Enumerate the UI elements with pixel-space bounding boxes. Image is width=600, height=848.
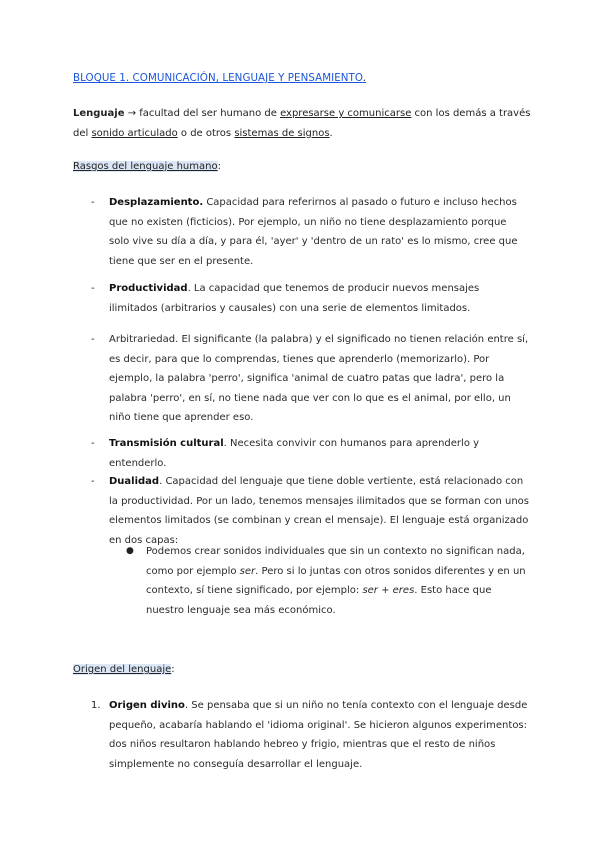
list-item-arbitrariedad: [109, 330, 529, 428]
list-item-term: Productividad: [109, 283, 188, 294]
list-item-text: Arbitrariedad. El significante (la palabra) y el significado no tienen relación entre sí, es decir, para que lo comprendas, tienes que aprenderlo (memorizarlo). Por ejemplo, la palabra 'perro', significa 'animal de cuatro patas que ladra', pero la palabra 'perro', en sí, no tiene nada que ver con lo que es el animal, por ello, un niño tiene que aprender eso.: [109, 334, 529, 423]
definition-mid-text: con los demás a través del: [73, 108, 531, 139]
section-heading-suffix: :: [171, 664, 175, 675]
list-item-text: . Capacidad del lenguaje que tiene doble vertiente, está relacionado con la productividad. Por un lado, tenemos mensajes ilimitados que se forman con unos elementos limitados (se combinan y crean el mensaje). El lenguaje está organizado en dos capas:: [109, 476, 529, 546]
bullet-dot: ●: [126, 546, 134, 556]
sub-list-item: [146, 542, 531, 620]
list-item-term: Transmisión cultural: [109, 438, 224, 449]
sub-emphasis-1: ser: [239, 565, 256, 577]
numbered-marker: 1.: [91, 700, 101, 711]
sub-text-2: . Pero si lo juntas con otros sonidos diferentes y en un contexto, sí tiene significado, por ejemplo:: [146, 565, 526, 596]
numbered-item-origen-divino: [109, 696, 529, 774]
list-item-text: Capacidad para referirnos al pasado o futuro e incluso hechos que no existen (ficticios). Por ejemplo, un niño no tiene desplazamiento porque solo vive su día a día, y para él, 'ayer' y 'dentro de un rato' es lo mismo, cree que tiene que ser en el presente.: [109, 197, 518, 267]
title-end: .: [362, 72, 366, 84]
numbered-item-text: . Se pensaba que si un niño no tenía contexto con el lenguaje desde pequeño, acabaría hablando el 'idioma original'. Se hicieron algunos experimentos: dos niños resultaron hablando hebreo y frigio, mientras que el resto de niños simplemente no conseguía desarrollar el lenguaje.: [109, 700, 528, 770]
list-item-text: . Necesita convivir con humanos para aprenderlo y entenderlo.: [109, 438, 480, 469]
list-marker: -: [91, 197, 95, 208]
list-item-desplazamiento: [109, 193, 529, 271]
definition-end: .: [329, 127, 333, 139]
definition-paragraph: [73, 104, 533, 143]
section-heading-rasgos: [73, 160, 221, 174]
definition-term: Lenguaje: [73, 108, 125, 119]
list-item-transmision: [109, 434, 529, 473]
list-marker: -: [91, 438, 95, 449]
list-item-text: . La capacidad que tenemos de producir nuevos mensajes ilimitados (arbitrarios y causales) con una serie de elementos limitados.: [109, 283, 480, 314]
sub-emphasis-2: ser + eres: [362, 585, 415, 596]
title-text[interactable]: BLOQUE 1. COMUNICACIÓN, LENGUAJE Y PENSAMIENTO: [73, 72, 363, 84]
list-marker: -: [91, 476, 95, 487]
definition-arrow-text: → facultad del ser humano de: [124, 108, 281, 119]
section-heading-suffix: :: [217, 161, 221, 172]
list-item-term: Dualidad: [109, 476, 160, 487]
list-marker: -: [91, 334, 95, 345]
document-title[interactable]: [73, 72, 366, 84]
list-item-productividad: [109, 279, 529, 318]
numbered-item-term: Origen divino: [109, 700, 185, 711]
section-heading-origen: [73, 663, 175, 677]
section-heading-text: Origen del lenguaje: [73, 664, 172, 675]
sub-text-3: . Esto hace que nuestro lenguaje sea más económico.: [146, 585, 492, 616]
definition-underlined-1: expresarse y comunicarse: [280, 108, 412, 119]
definition-underlined-3: sistemas de signos: [234, 127, 330, 139]
definition-underlined-2: sonido articulado: [91, 127, 178, 139]
sub-text-1: Podemos crear sonidos individuales que sin un contexto no significan nada, como por ejemplo: [146, 546, 525, 577]
list-item-term: Desplazamiento.: [109, 197, 204, 208]
section-heading-text: Rasgos del lenguaje humano: [73, 161, 218, 172]
list-marker: -: [91, 283, 95, 294]
definition-mid-text-2: o de otros: [177, 127, 235, 139]
list-item-dualidad: [109, 472, 529, 550]
